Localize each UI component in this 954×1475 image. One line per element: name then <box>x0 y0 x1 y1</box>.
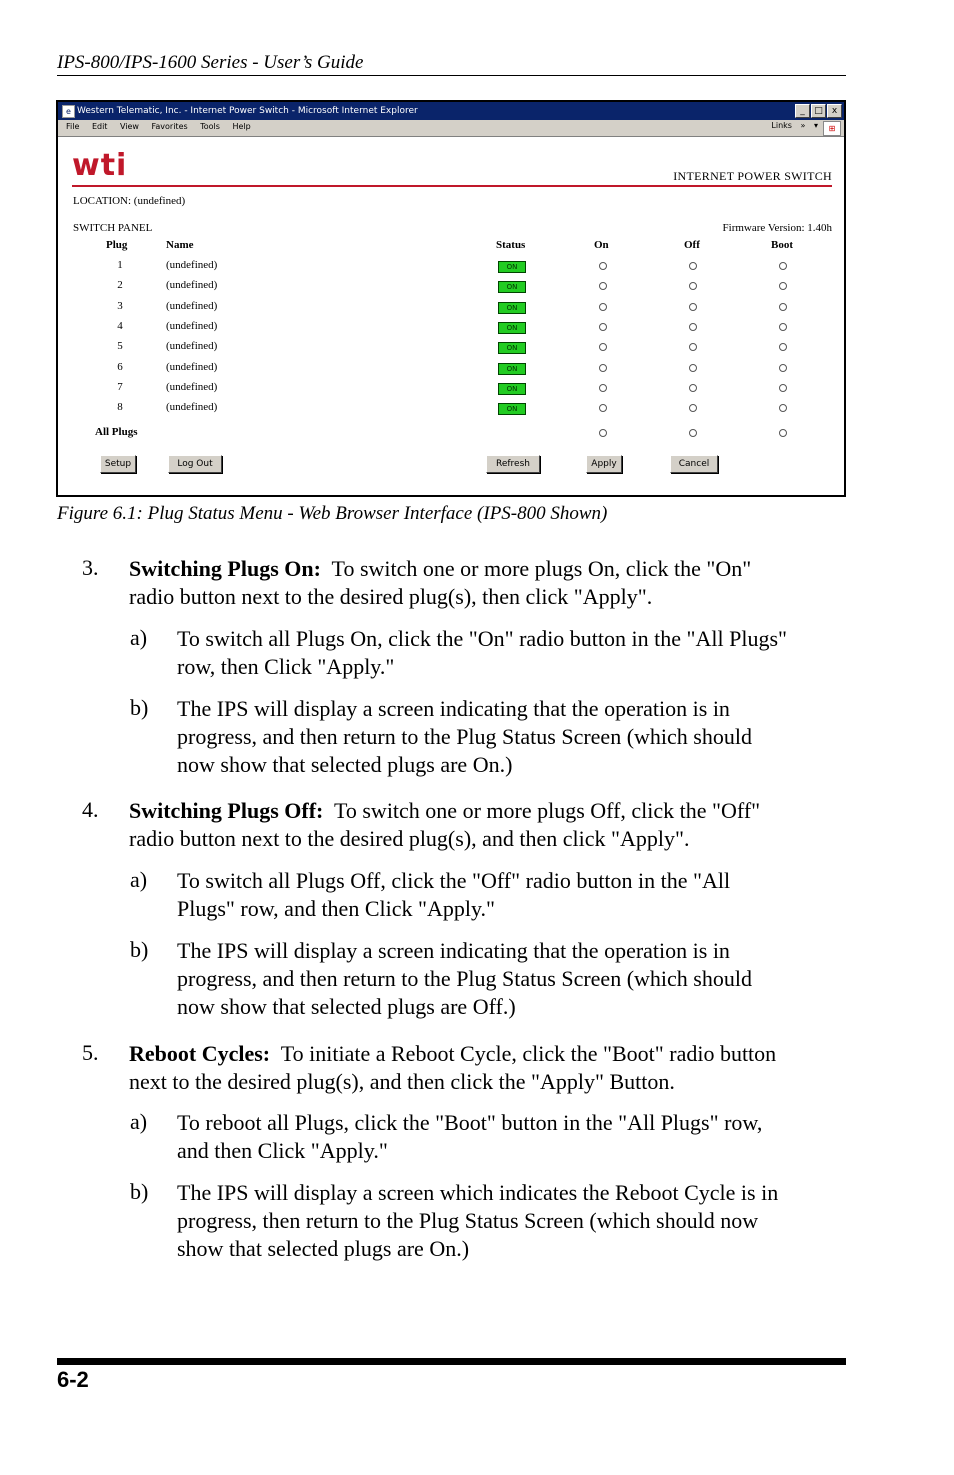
substep-line: now show that selected plugs are Off.) <box>177 994 516 1019</box>
boot-radio[interactable] <box>779 404 787 412</box>
menu-tools[interactable]: Tools <box>200 122 220 131</box>
menu-edit[interactable]: Edit <box>91 122 108 131</box>
menu-view[interactable]: View <box>119 122 139 131</box>
substep-label: a) <box>130 1109 148 1134</box>
apply-button[interactable]: Apply <box>586 455 622 473</box>
substep-label: b) <box>130 937 149 962</box>
off-radio[interactable] <box>689 303 697 311</box>
running-header: IPS-800/IPS-1600 Series - User’s Guide <box>57 52 364 73</box>
plug-name: (undefined) <box>166 299 218 312</box>
substep-label: a) <box>130 625 148 650</box>
menu-bar <box>58 120 844 137</box>
dropdown-icon[interactable]: ▾ <box>813 121 818 130</box>
substep-line: and then Click "Apply." <box>177 1138 388 1163</box>
maximize-button[interactable]: □ <box>811 104 826 118</box>
on-radio[interactable] <box>599 262 607 270</box>
menu-file[interactable]: File <box>66 122 80 131</box>
boot-radio[interactable] <box>779 303 787 311</box>
plug-row <box>58 340 844 358</box>
substep-line: row, then Click "Apply." <box>177 654 395 679</box>
plug-row <box>58 259 844 277</box>
substep-line: progress, and then return to the Plug Status Screen (which should <box>177 724 752 749</box>
on-radio[interactable] <box>599 384 607 392</box>
plug-name: (undefined) <box>166 401 218 414</box>
firmware-version: Firmware Version: 1.40h <box>722 222 832 234</box>
boot-radio[interactable] <box>779 343 787 351</box>
switch-panel-title: SWITCH PANEL <box>73 222 153 234</box>
step-line: To switch one or more plugs Off, click the "Off" <box>323 798 761 823</box>
step-text <box>129 797 760 825</box>
boot-radio[interactable] <box>779 282 787 290</box>
plug-row <box>58 300 844 318</box>
footer-rule <box>57 1358 846 1365</box>
header-rule <box>57 75 846 76</box>
setup-button[interactable]: Setup <box>100 455 136 473</box>
all-on-radio[interactable] <box>599 429 607 437</box>
step-text <box>129 555 751 583</box>
on-radio[interactable] <box>599 364 607 372</box>
step-number: 5. <box>82 1040 99 1065</box>
plug-name: (undefined) <box>166 340 218 353</box>
links-button[interactable]: Links <box>771 121 792 130</box>
boot-radio[interactable] <box>779 262 787 270</box>
on-radio[interactable] <box>599 404 607 412</box>
window-title: Western Telematic, Inc. - Internet Power Switch - Microsoft Internet Explorer <box>77 106 418 116</box>
logo-divider <box>72 185 832 187</box>
plug-number: 5 <box>117 340 123 353</box>
boot-radio[interactable] <box>779 323 787 331</box>
boot-radio[interactable] <box>779 384 787 392</box>
substep-line: progress, then return to the Plug Status Screen (which should now <box>177 1208 759 1233</box>
logout-button[interactable]: Log Out <box>168 455 222 473</box>
step-number: 4. <box>82 797 99 822</box>
status-badge: ON <box>498 342 526 354</box>
on-radio[interactable] <box>599 323 607 331</box>
step-line: To switch one or more plugs On, click the "On" <box>320 556 752 581</box>
substep-label: b) <box>130 1179 149 1204</box>
status-badge: ON <box>498 281 526 293</box>
col-header-plug: Plug <box>106 239 128 251</box>
refresh-button[interactable]: Refresh <box>486 455 540 473</box>
off-radio[interactable] <box>689 262 697 270</box>
status-badge: ON <box>498 322 526 334</box>
col-header-off: Off <box>684 239 700 251</box>
wti-logo: wti <box>72 148 128 183</box>
plug-name: (undefined) <box>166 259 218 271</box>
off-radio[interactable] <box>689 384 697 392</box>
plug-number: 2 <box>117 279 123 292</box>
col-header-name: Name <box>166 239 194 251</box>
plug-name: (undefined) <box>166 380 218 393</box>
plug-number: 3 <box>117 299 123 312</box>
plug-number: 7 <box>117 380 123 393</box>
figure-caption: Figure 6.1: Plug Status Menu - Web Browser Interface (IPS-800 Shown) <box>57 503 608 524</box>
all-plugs-row <box>58 426 844 444</box>
plug-number: 8 <box>117 401 123 414</box>
ie-icon: e <box>62 105 75 118</box>
step-title: Reboot Cycles: <box>129 1041 271 1066</box>
step-line: radio button next to the desired plug(s), and then click "Apply". <box>129 826 690 851</box>
status-badge: ON <box>498 383 526 395</box>
plug-row <box>58 320 844 338</box>
on-radio[interactable] <box>599 343 607 351</box>
step-title: Switching Plugs On: <box>129 556 321 581</box>
col-header-on: On <box>594 239 609 251</box>
plug-name: (undefined) <box>166 279 218 292</box>
page-content <box>58 137 844 495</box>
plug-name: (undefined) <box>166 360 218 373</box>
status-badge: ON <box>498 363 526 375</box>
plug-row <box>58 401 844 419</box>
substep-label: b) <box>130 695 149 720</box>
on-radio[interactable] <box>599 303 607 311</box>
step-number: 3. <box>82 555 99 580</box>
all-boot-radio[interactable] <box>779 429 787 437</box>
substep-line: To reboot all Plugs, click the "Boot" button in the "All Plugs" row, <box>177 1110 763 1135</box>
step-title: Switching Plugs Off: <box>129 798 324 823</box>
plug-number: 6 <box>117 360 123 373</box>
plug-row <box>58 361 844 379</box>
off-radio[interactable] <box>689 364 697 372</box>
substep-line: The IPS will display a screen which indicates the Reboot Cycle is in <box>177 1180 779 1205</box>
col-header-boot: Boot <box>771 239 793 251</box>
off-radio[interactable] <box>689 323 697 331</box>
substep-line: The IPS will display a screen indicating that the operation is in <box>177 938 730 963</box>
windows-logo-icon: ⊞ <box>823 121 841 136</box>
location-label: LOCATION: (undefined) <box>73 195 186 207</box>
window-titlebar <box>58 102 844 120</box>
chevron-right-icon[interactable]: » <box>800 121 806 130</box>
off-radio[interactable] <box>689 282 697 290</box>
minimize-button[interactable]: _ <box>795 104 810 118</box>
all-plugs-label: All Plugs <box>95 426 138 438</box>
substep-line: now show that selected plugs are On.) <box>177 752 513 777</box>
cancel-button[interactable]: Cancel <box>670 455 718 473</box>
off-radio[interactable] <box>689 404 697 412</box>
boot-radio[interactable] <box>779 364 787 372</box>
plug-row <box>58 381 844 399</box>
step-line: To initiate a Reboot Cycle, click the "Boot" radio button <box>270 1041 777 1066</box>
menu-favorites[interactable]: Favorites <box>151 122 188 131</box>
page-number: 6-2 <box>57 1367 89 1392</box>
status-badge: ON <box>498 302 526 314</box>
col-header-status: Status <box>496 239 526 251</box>
plug-row <box>58 279 844 297</box>
all-off-radio[interactable] <box>689 429 697 437</box>
browser-screenshot-figure <box>56 100 846 497</box>
substep-label: a) <box>130 867 148 892</box>
menu-help[interactable]: Help <box>232 122 251 131</box>
step-text <box>129 1040 776 1068</box>
step-line: radio button next to the desired plug(s), then click "Apply". <box>129 584 653 609</box>
plug-number: 1 <box>117 259 123 271</box>
off-radio[interactable] <box>689 343 697 351</box>
step-line: next to the desired plug(s), and then click the "Apply" Button. <box>129 1069 675 1094</box>
substep-line: To switch all Plugs Off, click the "Off" radio button in the "All <box>177 868 731 893</box>
plug-name: (undefined) <box>166 319 218 332</box>
substep-line: To switch all Plugs On, click the "On" radio button in the "All Plugs" <box>177 626 788 651</box>
substep-line: show that selected plugs are On.) <box>177 1236 470 1261</box>
close-button[interactable]: x <box>827 104 842 118</box>
substep-line: progress, and then return to the Plug Status Screen (which should <box>177 966 752 991</box>
substep-line: The IPS will display a screen indicating that the operation is in <box>177 696 730 721</box>
plug-number: 4 <box>117 319 123 332</box>
product-title: INTERNET POWER SWITCH <box>673 169 832 183</box>
status-badge: ON <box>498 261 526 273</box>
substep-line: Plugs" row, and then Click "Apply." <box>177 896 496 921</box>
status-badge: ON <box>498 403 526 415</box>
on-radio[interactable] <box>599 282 607 290</box>
